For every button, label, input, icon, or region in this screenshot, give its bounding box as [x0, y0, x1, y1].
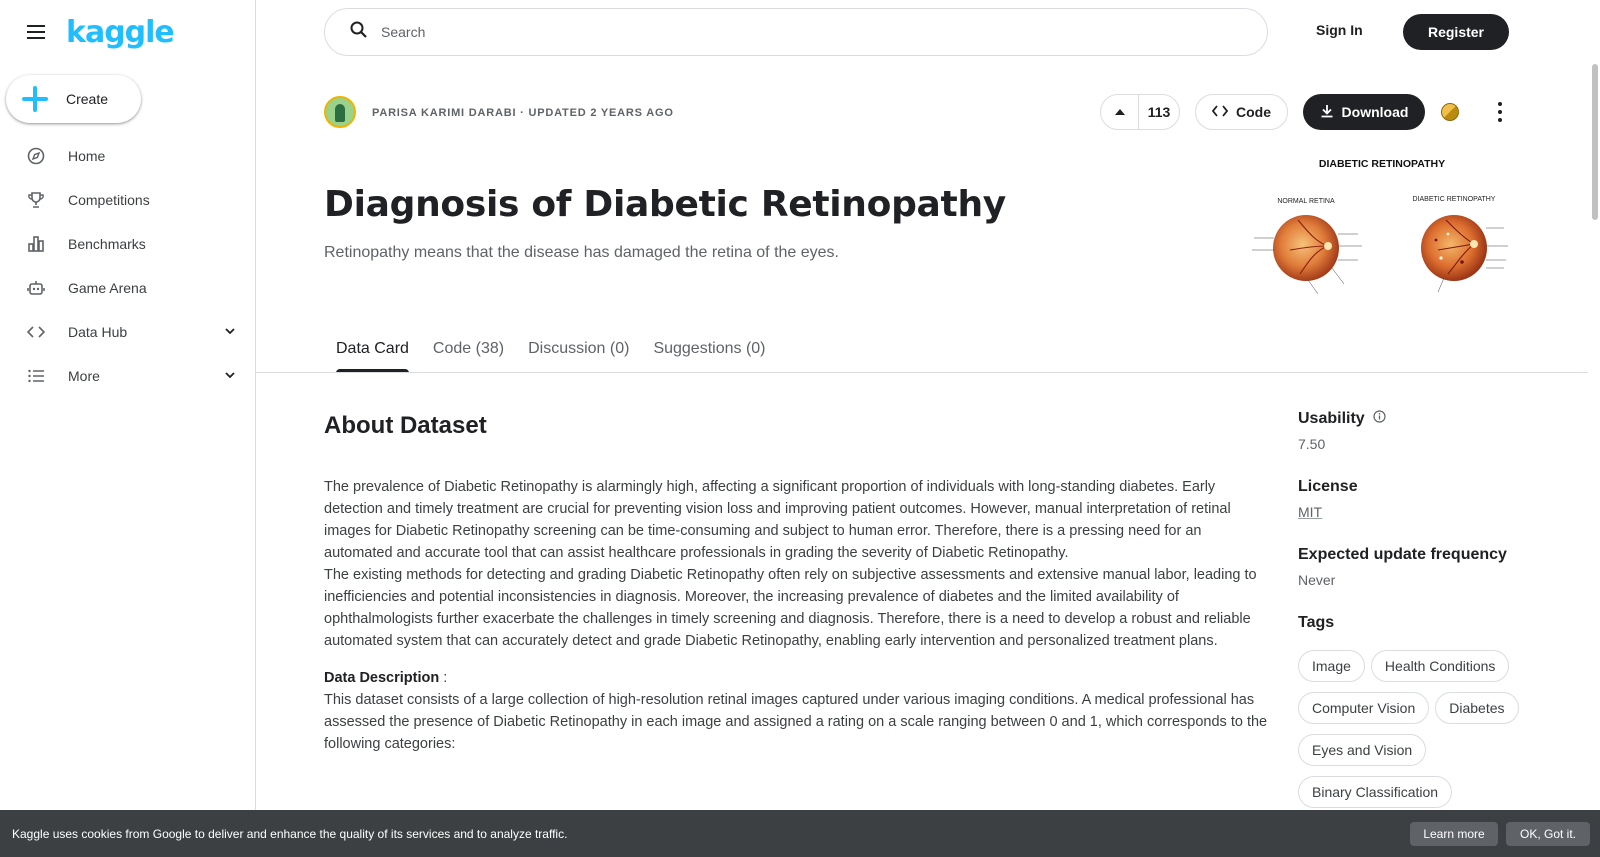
sign-in-button[interactable]: Sign In [1316, 22, 1363, 38]
author-meta: PARISA KARIMI DARABI · UPDATED 2 YEARS AGO [372, 107, 674, 119]
tab-code[interactable]: Code (38) [432, 340, 505, 357]
robot-icon [26, 278, 46, 298]
sidebar [0, 0, 256, 857]
register-button[interactable]: Register [1403, 14, 1509, 50]
about-paragraph-2: The existing methods for detecting and grading Diabetic Retinopathy often rely on subjective assessments and extensive manual labor, leading to inefficiencies and potential inconsistencies in diagnosis. Moreover, the increasing prevalence of diabetes and the limited availability of ophthalmologists further exacerbate the challenges in timely screening and diagnosis. Therefore, there is a need to develop a robust and reliable automated system that can accurately detect and grade Diabetic Retinopathy, enabling early intervention and personalized treatment plans. [324, 567, 1257, 649]
tabs-divider [256, 372, 1588, 373]
learn-more-button[interactable]: Learn more [1410, 822, 1498, 846]
cookie-banner [0, 810, 1600, 857]
list-icon [26, 366, 46, 386]
code-button[interactable] [1195, 94, 1288, 130]
search-input[interactable]: Search [381, 24, 426, 40]
sidebar-item-competitions[interactable] [0, 178, 256, 222]
dataset-tabs [336, 326, 766, 372]
bar-chart-icon [26, 234, 46, 254]
search-bar[interactable] [324, 8, 1268, 56]
cover-right-label: DIABETIC RETINOPATHY [1412, 196, 1496, 203]
sidebar-item-benchmarks[interactable] [0, 222, 256, 266]
sidebar-item-label: Home [68, 148, 106, 164]
about-heading: About Dataset [324, 412, 487, 439]
sidebar-item-home[interactable] [0, 134, 256, 178]
data-description-line [324, 667, 1272, 689]
tab-discussion[interactable]: Discussion (0) [528, 340, 630, 357]
tags-section [1298, 614, 1538, 632]
sidebar-item-label: Game Arena [68, 280, 147, 296]
tab-data-card[interactable]: Data Card [336, 326, 409, 372]
cover-left-label: NORMAL RETINA [1277, 198, 1335, 205]
data-description-colon: : [439, 670, 448, 686]
ok-got-it-button[interactable]: OK, Got it. [1506, 822, 1590, 846]
medal-icon[interactable] [1441, 103, 1459, 121]
kaggle-logo[interactable]: kaggle [66, 14, 174, 50]
usability-value: 7.50 [1298, 436, 1326, 452]
sidebar-nav [0, 134, 256, 398]
update-frequency-section [1298, 546, 1538, 588]
usability-section [1298, 410, 1538, 452]
page-subtitle: Retinopathy means that the disease has damaged the retina of the eyes. [324, 244, 839, 261]
tag-chip[interactable]: Health Conditions [1371, 650, 1510, 682]
chevron-down-icon[interactable] [224, 324, 236, 340]
tag-chip[interactable]: Eyes and Vision [1298, 734, 1426, 766]
tag-chip[interactable]: Diabetes [1435, 692, 1518, 724]
tag-chip[interactable]: Image [1298, 650, 1365, 682]
download-button-label: Download [1341, 104, 1409, 120]
create-button[interactable] [6, 75, 141, 123]
scrollbar-thumb[interactable] [1592, 64, 1598, 220]
upvote-button[interactable] [1101, 95, 1139, 129]
tags-label: Tags [1298, 614, 1335, 631]
download-icon [1320, 104, 1334, 121]
code-button-label: Code [1236, 104, 1271, 120]
sidebar-item-label: More [68, 368, 100, 384]
usability-label: Usability [1298, 410, 1365, 427]
update-frequency-value: Never [1298, 572, 1336, 588]
tab-suggestions[interactable]: Suggestions (0) [653, 340, 766, 357]
about-body [324, 476, 1272, 755]
license-link[interactable]: MIT [1298, 504, 1323, 520]
chevron-down-icon[interactable] [224, 368, 236, 384]
page-title: Diagnosis of Diabetic Retinopathy [324, 184, 1006, 225]
update-frequency-label: Expected update frequency [1298, 546, 1507, 563]
download-button[interactable] [1303, 94, 1425, 130]
caret-up-icon [1114, 103, 1126, 121]
tag-chip[interactable]: Binary Classification [1298, 776, 1452, 808]
cover-title: DIABETIC RETINOPATHY [1318, 158, 1446, 170]
about-paragraph-1: The prevalence of Diabetic Retinopathy is alarmingly high, affecting a significant proportion of individuals with long-standing diabetes. Early detection and timely treatment are crucial for preventing vision loss and improving patient outcomes. However, manual interpretation of retinal images for Diabetic Retinopathy screening can be time-consuming and subject to human error. Therefore, there is a pressing need for an automated and accurate tool that can assist healthcare professionals in grading the severity of Diabetic Retinopathy. [324, 479, 1231, 561]
more-options-icon[interactable] [1497, 102, 1503, 122]
avatar[interactable] [324, 96, 356, 128]
tags-list [1298, 650, 1538, 808]
tag-chip[interactable]: Computer Vision [1298, 692, 1429, 724]
cookie-text: Kaggle uses cookies from Google to deliver and enhance the quality of its services and to analyze traffic. [12, 826, 568, 841]
search-icon [349, 20, 369, 45]
create-label: Create [66, 91, 109, 107]
sidebar-item-label: Data Hub [68, 324, 128, 340]
sidebar-item-game-arena[interactable] [0, 266, 256, 310]
about-paragraph-3: This dataset consists of a large collection of high-resolution retinal images captured under various imaging conditions. A medical professional has assessed the presence of Diabetic Retinopathy in each image and assigned a rating on a scale ranging between 0 and 1, which corresponds to the following categories: [324, 692, 1268, 752]
info-icon[interactable] [1373, 410, 1386, 428]
license-section [1298, 478, 1538, 520]
sidebar-item-more[interactable] [0, 354, 256, 398]
upvote-control [1100, 94, 1180, 130]
vote-count: 113 [1147, 104, 1171, 120]
hamburger-menu-icon[interactable] [24, 20, 48, 44]
license-label: License [1298, 478, 1358, 495]
data-description-label: Data Description [324, 670, 440, 686]
compass-icon [26, 146, 46, 166]
plus-icon [22, 86, 48, 112]
code-icon [26, 322, 46, 342]
logo-row [0, 0, 255, 64]
code-icon [1212, 104, 1228, 120]
sidebar-item-label: Competitions [68, 192, 150, 208]
trophy-icon [26, 190, 46, 210]
sidebar-item-data-hub[interactable] [0, 310, 256, 354]
sidebar-item-label: Benchmarks [68, 236, 146, 252]
dataset-cover-image [1238, 150, 1530, 310]
